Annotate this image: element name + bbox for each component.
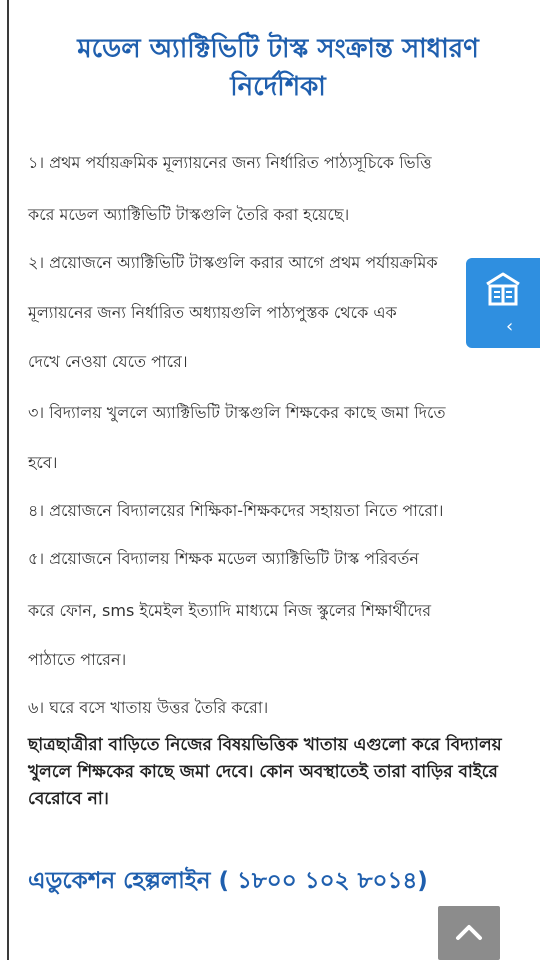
title-line-2: নির্দেশিকা (230, 72, 326, 102)
reader-mode-button[interactable] (466, 258, 540, 348)
title-line-1: মডেল অ্যাক্টিভিটি টাস্ক সংক্রান্ত সাধারণ (77, 34, 479, 64)
page-left-border (7, 0, 9, 960)
instruction-4: ৪। প্রয়োজনে বিদ্যালয়ের শিক্ষিকা-শিক্ষকদের সহায়তা নিতে পারো। (28, 501, 444, 520)
instruction-3-line-2: হবে। (28, 453, 58, 472)
student-note: ছাত্রছাত্রীরা বাড়িতে নিজের বিষয়ভিত্তিক খাতায় এগুলো করে বিদ্যালয় খুললে শিক্ষকের কাছে জমা দেবে। কোন অবস্থাতেই তারা বাড়ির বাইরে বেরোবে না। (28, 735, 502, 809)
instruction-2-line-3: দেখে নেওয়া যেতে পারে। (28, 352, 188, 371)
document-page (18, 0, 538, 960)
instruction-1-line-2: করে মডেল অ্যাক্টিভিটি টাস্কগুলি তৈরি করা হয়েছে। (28, 205, 350, 224)
instruction-5-line-2: করে ফোন, sms ইমেইল ইত্যাদি মাধ্যমে নিজ স্কুলের শিক্ষার্থীদের (28, 601, 432, 620)
scroll-to-top-button[interactable] (438, 906, 500, 960)
instruction-6: ৬। ঘরে বসে খাতায় উত্তর তৈরি করো। (28, 698, 269, 717)
instruction-5-line-3: পাঠাতে পারেন। (28, 650, 127, 669)
instruction-1-line-1: ১। প্রথম পর্যায়ক্রমিক মূল্যায়নের জন্য নির্ধারিত পাঠ্যসূচিকে ভিত্তি (28, 153, 432, 172)
instruction-5-line-1: ৫। প্রয়োজনে বিদ্যালয় শিক্ষক মডেল অ্যাক্টিভিটি টাস্ক পরিবর্তন (28, 549, 419, 568)
chevron-left-icon: ‹ (506, 316, 514, 337)
chevron-up-icon (455, 922, 483, 942)
instruction-3-line-1: ৩। বিদ্যালয় খুললে অ্যাক্টিভিটি টাস্কগুলি শিক্ষকের কাছে জমা দিতে (28, 403, 446, 422)
page-title (18, 30, 538, 106)
open-book-icon (483, 270, 523, 308)
instruction-2-line-1: ২। প্রয়োজনে অ্যাক্টিভিটি টাস্কগুলি করার আগে প্রথম পর্যায়ক্রমিক (28, 253, 438, 272)
instruction-2-line-2: মূল্যায়নের জন্য নির্ধারিত অধ্যায়গুলি পাঠ্যপুস্তক থেকে এক (28, 303, 397, 322)
helpline-text: এডুকেশন হেল্পলাইন ( ১৮০০ ১০২ ৮০১৪) (28, 868, 428, 894)
